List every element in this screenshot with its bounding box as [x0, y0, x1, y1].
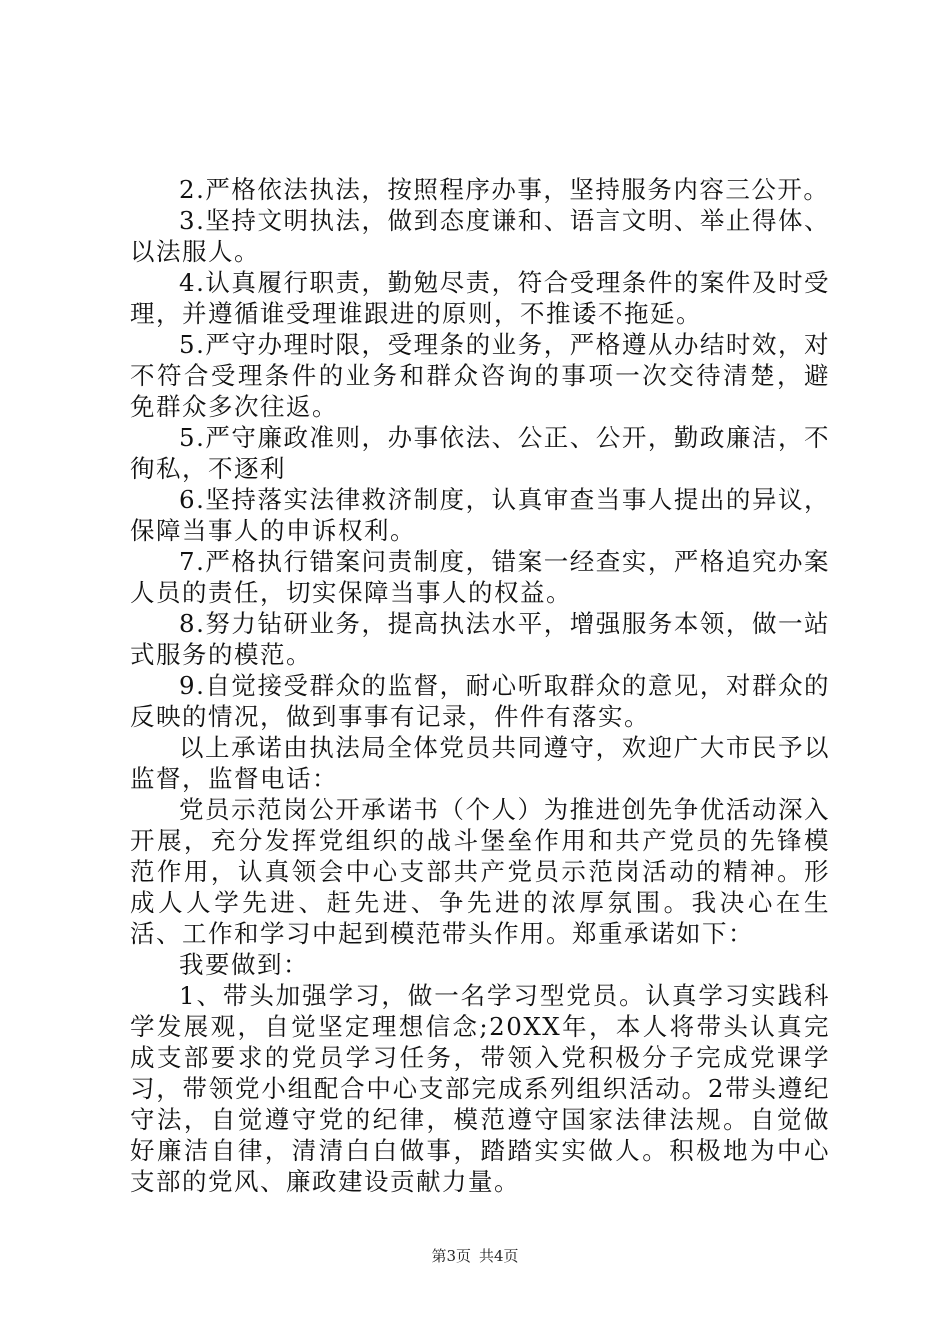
page-total: 共4页: [479, 1247, 519, 1265]
paragraph-item-6: 6.坚持落实法律救济制度，认真审查当事人提出的异议，保障当事人的申诉权利。: [130, 485, 830, 545]
paragraph-item-3: 3.坚持文明执法，做到态度谦和、语言文明、举止得体、以法服人。: [130, 206, 830, 266]
paragraph-item-8: 8.努力钻研业务，提高执法水平，增强服务本领，做一站式服务的模范。: [130, 609, 830, 669]
page-number: 第3页: [431, 1247, 471, 1265]
paragraph-item-7: 7.严格执行错案问责制度，错案一经查实，严格追究办案人员的责任，切实保障当事人的权益。: [130, 547, 830, 607]
paragraph-item-2: 2.严格依法执法，按照程序办事，坚持服务内容三公开。: [179, 175, 830, 204]
paragraph-item-5a: 5.严守办理时限，受理条的业务，严格遵从办结时效，对不符合受理条件的业务和群众咨询的事项一次交待清楚，避免群众多次往返。: [130, 330, 830, 421]
paragraph-i-will: 我要做到：: [179, 950, 309, 979]
document-body: [130, 174, 830, 1197]
paragraph-pledge-item-1: 1、带头加强学习，做一名学习型党员。认真学习实践科学发展观，自觉坚定理想信念;20XX年，本人将带头认真完成支部要求的党员学习任务，带领入党积极分子完成党课学习，带领党小组配合中心支部完成系列组织活动。2带头遵纪守法，自觉遵守党的纪律，模范遵守国家法律法规。自觉做好廉洁自律，清清白白做事，踏踏实实做人。积极地为中心支部的党风、廉政建设贡献力量。: [130, 981, 830, 1196]
page-footer: [0, 1246, 950, 1266]
paragraph-item-4: 4.认真履行职责，勤勉尽责，符合受理条件的案件及时受理，并遵循谁受理谁跟进的原则，不推诿不拖延。: [130, 268, 830, 328]
paragraph-item-9: 9.自觉接受群众的监督，耐心听取群众的意见，对群众的反映的情况，做到事事有记录，件件有落实。: [130, 671, 830, 731]
paragraph-item-5b: 5.严守廉政准则，办事依法、公正、公开，勤政廉洁，不徇私，不逐利: [130, 423, 830, 483]
paragraph-commitment-closing: 以上承诺由执法局全体党员共同遵守，欢迎广大市民予以监督，监督电话：: [130, 733, 830, 793]
paragraph-personal-pledge-intro: 党员示范岗公开承诺书（个人）为推进创先争优活动深入开展，充分发挥党组织的战斗堡垒作用和共产党员的先锋模范作用，认真领会中心支部共产党员示范岗活动的精神。形成人人学先进、赶先进、争先进的浓厚氛围。我决心在生活、工作和学习中起到模范带头作用。郑重承诺如下：: [130, 795, 830, 948]
